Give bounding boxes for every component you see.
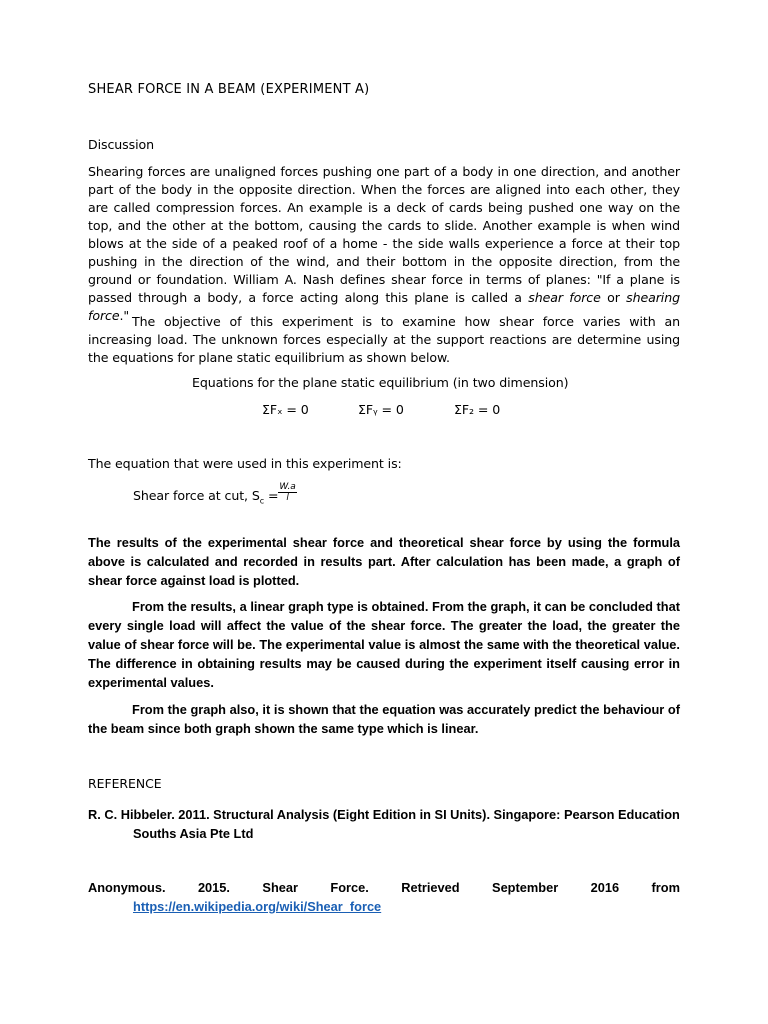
reference-2-word: Anonymous. <box>88 880 166 895</box>
equation-intro: The equation that were used in this experiment is: <box>88 456 402 471</box>
results-paragraph-3: From the graph also, it is shown that the equation was accurately predict the behaviour of the beam since both graph shown the same type which is linear. <box>88 702 680 736</box>
reference-2-word: 2016 <box>590 880 620 895</box>
term-shearing-force: shearing force <box>88 290 680 323</box>
equation-fy: ΣFᵧ = 0 <box>358 402 404 417</box>
fraction-numerator: W.a <box>279 482 296 492</box>
results-paragraph-2: From the results, a linear graph type is obtained. From the graph, it can be concluded that every single load will affect the value of the shear force. The greater the load, the greater the value of shear force will be. The experimental value is almost the same with the theoretical value. The difference in obtaining results may be caused during the experiment itself causing error in experimental values. <box>88 599 680 690</box>
fraction-denominator: l <box>286 493 289 503</box>
discussion-heading: Discussion <box>88 137 154 152</box>
reference-2-word: Shear <box>262 880 298 895</box>
equation-fz: ΣF₂ = 0 <box>454 402 501 417</box>
reference-1-line-1: R. C. Hibbeler. 2011. Structural Analysis (Eight Edition in SI Units). Singapore: Pearson Education <box>88 807 680 822</box>
shear-fraction <box>278 482 296 503</box>
shear-force-formula <box>133 482 297 507</box>
reference-item-1 <box>88 805 680 843</box>
paragraph-1-text: Shearing forces are unaligned forces pushing one part of a body in one direction, and another part of the body in the opposite direction. When the forces are aligned into each other, they are called compression forces. An example is a deck of cards being pushed one way on the top, and the other at the bottom, causing the cards to slide. Another example is when wind blows at the side of a peaked roof of a home - the side walls experience a force at their top pushing in the direction of the wind, and their bottom in the opposite direction, from the ground or foundation. William A. Nash defines shear force in terms of planes: "If a plane is passed through a body, a force acting along this plane is called a <box>88 164 680 305</box>
shear-label: Shear force at cut, S <box>133 488 260 503</box>
equilibrium-equations <box>262 402 500 417</box>
reference-heading: REFERENCE <box>88 776 162 791</box>
reference-2-line-1 <box>88 878 680 897</box>
document-title: SHEAR FORCE IN A BEAM (EXPERIMENT A) <box>88 82 370 97</box>
equations-title: Equations for the plane static equilibrium (in two dimension) <box>192 375 569 390</box>
shear-equals: = <box>264 488 279 503</box>
shear-subscript: c <box>259 496 265 506</box>
paragraph-1-or: or <box>600 290 627 305</box>
reference-2-word: Retrieved <box>401 880 460 895</box>
reference-1-line-2: Souths Asia Pte Ltd <box>133 826 254 841</box>
reference-item-2 <box>88 878 680 916</box>
reference-2-word: 2015. <box>197 880 230 895</box>
reference-2-word: Force. <box>330 880 369 895</box>
discussion-paragraph-2: The objective of this experiment is to examine how shear force varies with an increasing load. The unknown forces especially at the support reactions are determine using the equations for plane static equilibrium as shown below. <box>88 314 680 365</box>
results-paragraph-1: The results of the experimental shear force and theoretical shear force by using the formula above is calculated and recorded in results part. After calculation has been made, a graph of shear force against load is plotted. <box>88 535 680 588</box>
discussion-paragraph-1 <box>88 163 680 325</box>
reference-2-word: September <box>492 880 559 895</box>
paragraph-1-end: ." <box>119 308 130 323</box>
reference-2-word: from <box>651 880 680 895</box>
wikipedia-shear-force-link[interactable]: https://en.wikipedia.org/wiki/Shear_force <box>133 899 382 914</box>
equation-fx: ΣFₓ = 0 <box>262 402 309 417</box>
term-shear-force: shear force <box>528 290 601 305</box>
